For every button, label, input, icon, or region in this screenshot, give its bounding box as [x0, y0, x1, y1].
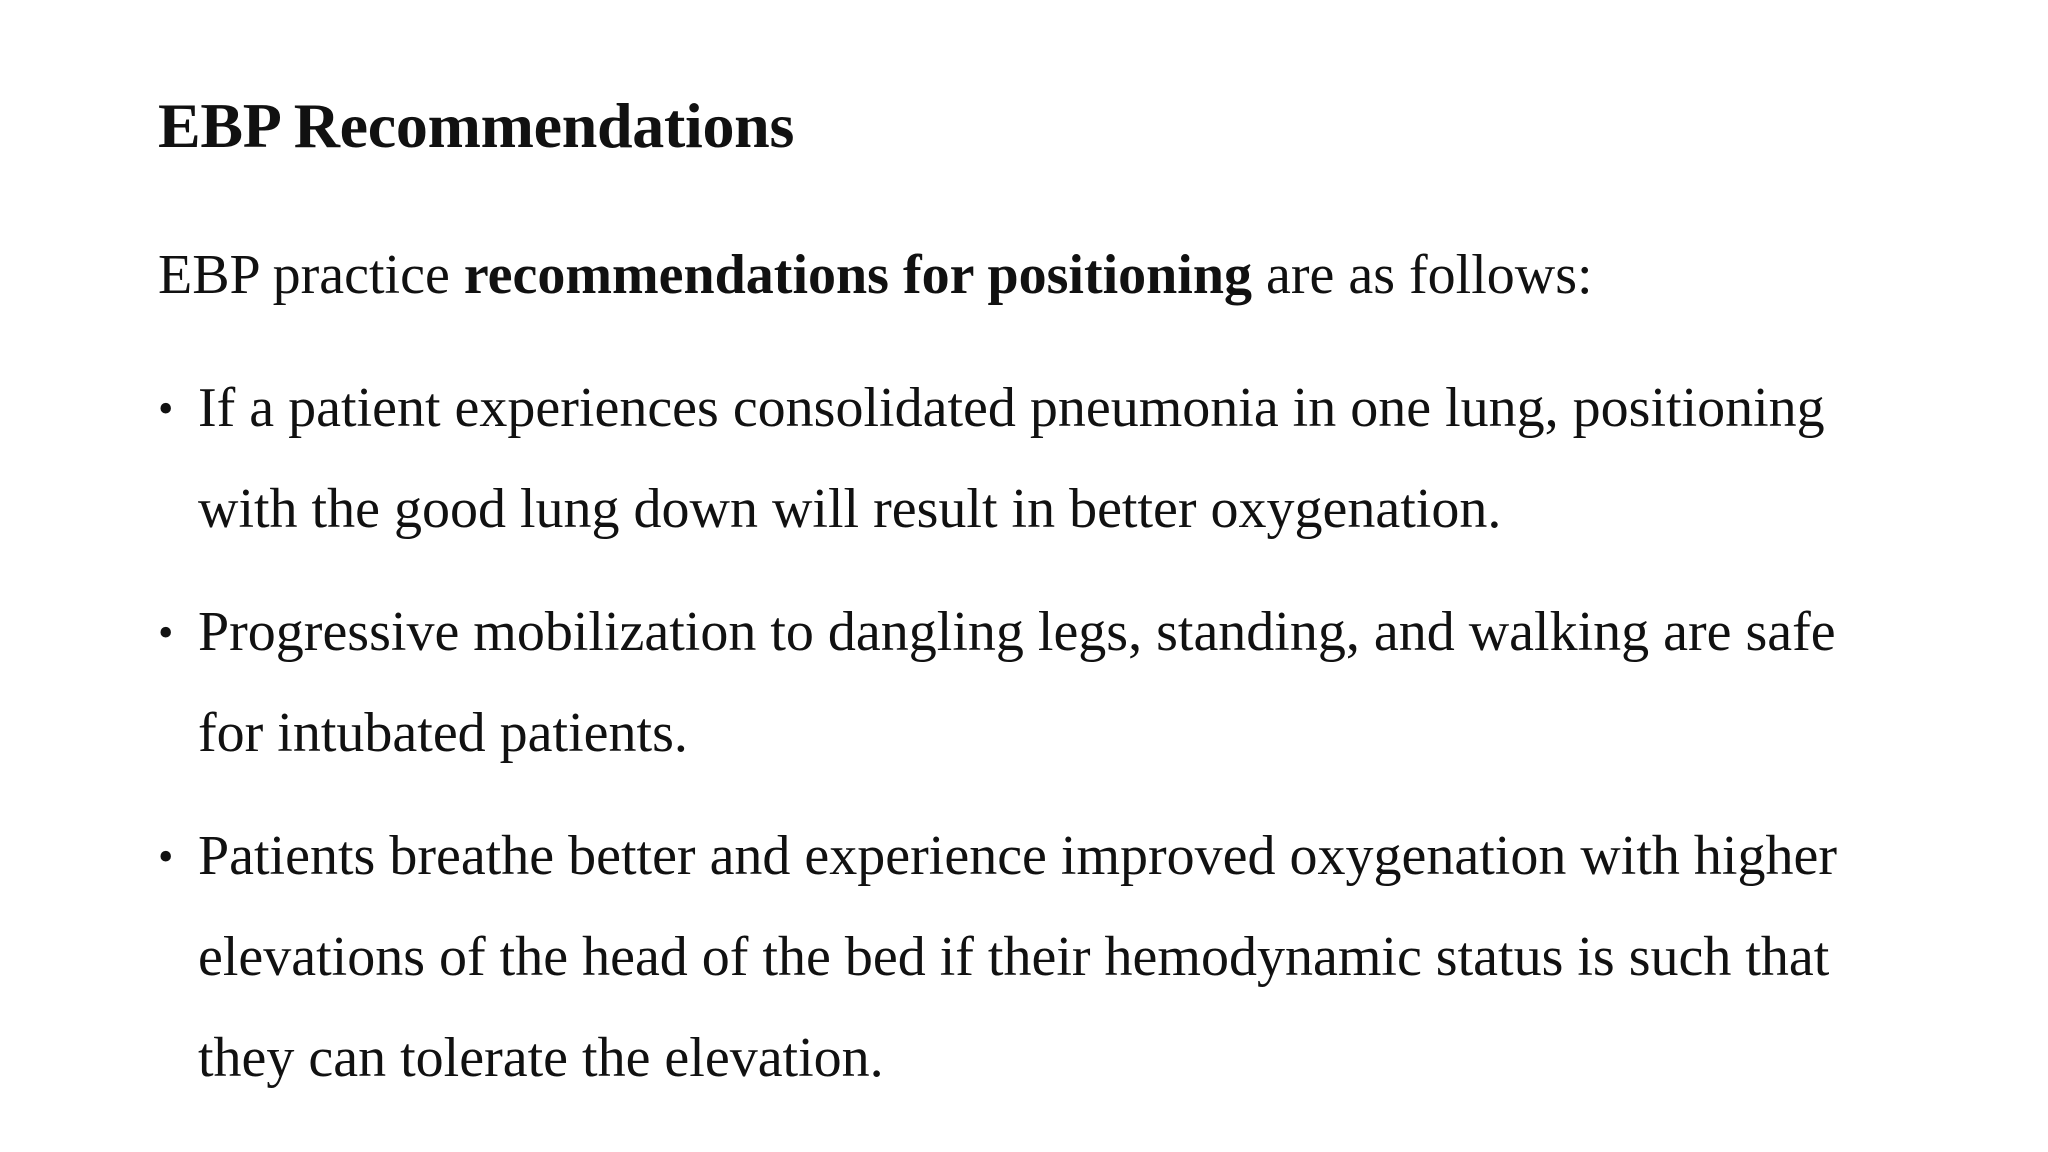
intro-bold-phrase: recommendations for positioning	[463, 244, 1252, 306]
bullet-item	[158, 806, 1978, 1109]
intro-suffix: are as follows:	[1252, 244, 1593, 306]
intro-paragraph	[158, 240, 1593, 310]
bullet-item	[158, 358, 1978, 560]
bullet-icon: •	[158, 608, 174, 657]
bullet-icon: •	[158, 832, 174, 881]
bullet-line: If a patient experiences consolidated pneumonia in one lung, positioning	[198, 377, 1825, 439]
bullet-line: for intubated patients.	[198, 702, 688, 764]
bullet-icon: •	[158, 384, 174, 433]
intro-prefix: EBP practice	[158, 244, 464, 306]
bullet-line: with the good lung down will result in better oxygenation.	[198, 478, 1502, 540]
bullet-line: Patients breathe better and experience improved oxygenation with higher	[198, 825, 1837, 887]
bullet-line: elevations of the head of the bed if their hemodynamic status is such that	[198, 926, 1830, 988]
slide-title: EBP Recommendations	[158, 90, 795, 161]
bullet-list	[158, 358, 1978, 1131]
bullet-line: they can tolerate the elevation.	[198, 1027, 884, 1089]
bullet-line: Progressive mobilization to dangling legs, standing, and walking are safe	[198, 601, 1836, 663]
bullet-item	[158, 582, 1978, 784]
